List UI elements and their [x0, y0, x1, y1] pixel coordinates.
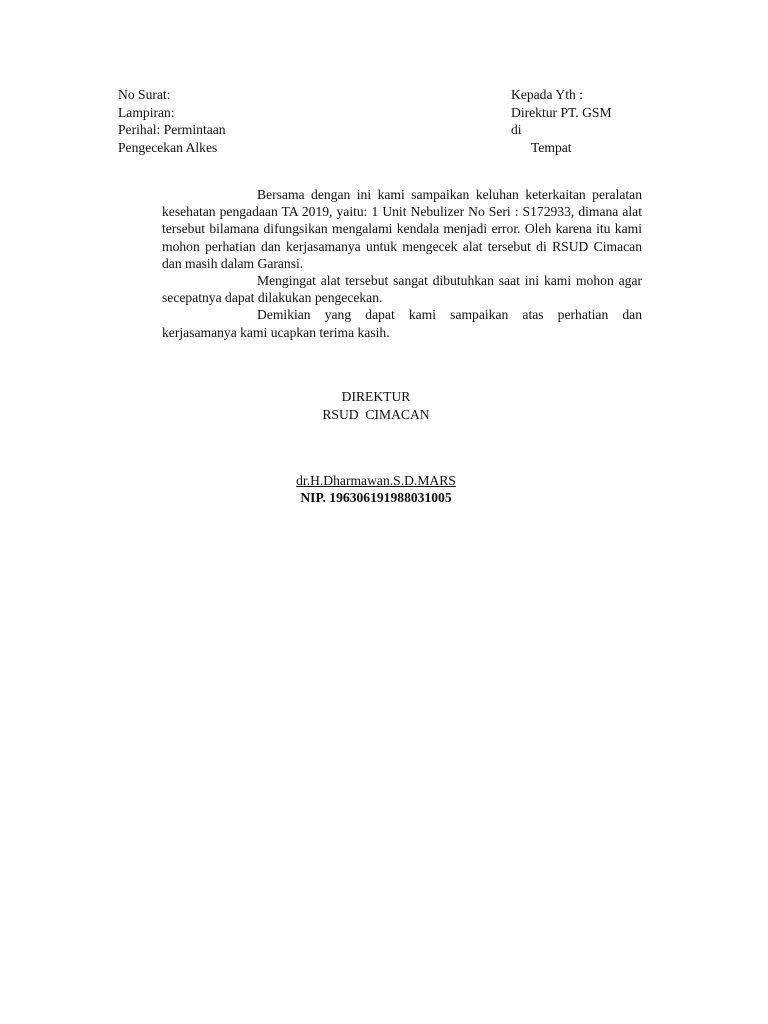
perihal-line-2: Pengecekan Alkes [118, 139, 218, 155]
body-paragraph-1: Bersama dengan ini kami sampaikan keluhan keterkaitan peralatan kesehatan pengadaan TA 2019, yaitu: 1 Unit Nebulizer No Seri : S172933, dimana alat tersebut bilamana difungsikan mengalami kendala menjadi error. Oleh karena itu kami mohon perhatian dan kerjasamanya untuk mengecek alat tersebut di RSUD Cimacan dan masih dalam Garansi. [162, 187, 642, 271]
letter-header-right [511, 86, 711, 156]
signature-institution: RSUD CIMACAN [322, 406, 430, 422]
letter-body [162, 186, 642, 341]
kepada-label: Kepada Yth : [511, 87, 583, 102]
recipient-name: Direktur PT. GSM [511, 104, 612, 120]
signature-title: DIREKTUR [341, 389, 411, 404]
letter-header-left [118, 86, 418, 156]
body-paragraph-2: Mengingat alat tersebut sangat dibutuhkan saat ini kami mohon agar secepatnya dapat dilakukan pengecekan. [162, 273, 642, 306]
tempat-label: Tempat [531, 139, 572, 155]
signatory-name: dr.H.Dharmawan.S.D.MARS [296, 473, 456, 488]
lampiran-label: Lampiran: [118, 104, 175, 120]
signature-name-block [266, 472, 486, 506]
perihal-line-1: Perihal: Permintaan [118, 122, 226, 137]
signatory-nip: NIP. 196306191988031005 [300, 490, 452, 505]
body-paragraph-3: Demikian yang dapat kami sampaikan atas perhatian dan kerjasamanya kami ucapkan terima kasih. [162, 307, 642, 340]
signature-title-block [276, 388, 476, 423]
no-surat-label: No Surat: [118, 87, 171, 102]
di-label: di [511, 122, 522, 137]
